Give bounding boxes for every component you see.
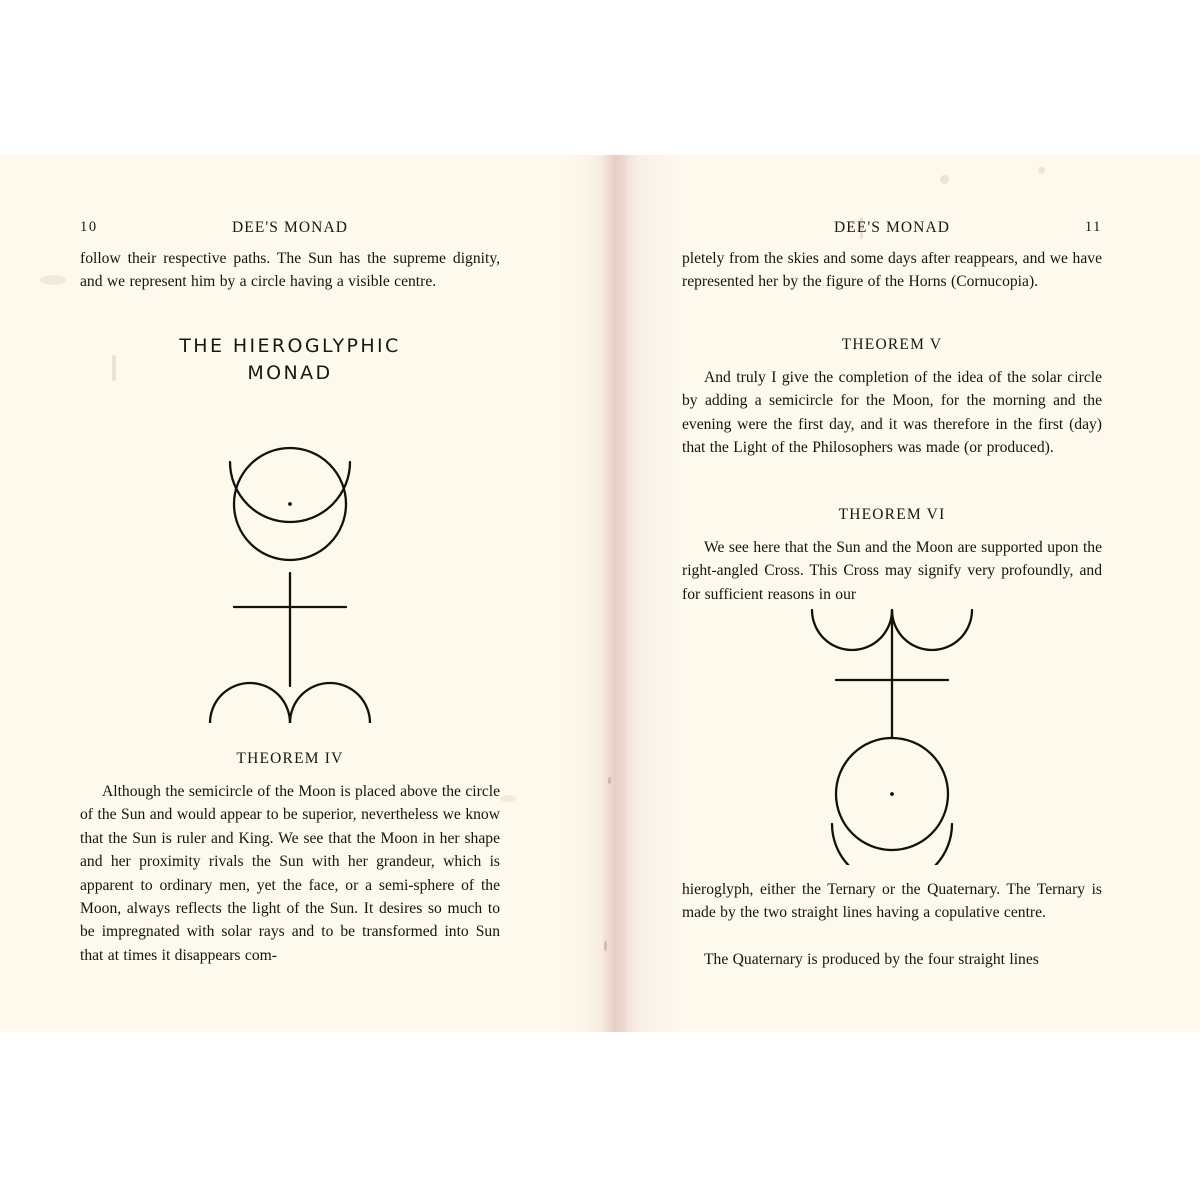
running-head-right <box>682 219 1102 239</box>
gutter-speck <box>604 941 607 951</box>
theorem-iv-text: Although the semicircle of the Moon is placed above the circle of the Sun and would appear to be superior, nevertheless we know that the Sun is ruler and King. We see that the Moon in her shape and her proximity rivals the Sun with her grandeur, which is apparent to ordinary men, yet the face, or a semi-sphere of the Moon, always reflects the light of the Sun. It desires so much to be impregnated with solar rays and to be transformed into Sun that at times it disappears com- <box>80 783 500 964</box>
inverted-horn-right <box>892 610 972 650</box>
closing-paragraph-1: hieroglyph, either the Ternary or the Quaternary. The Ternary is made by the two straight lines having a copulative centre. <box>682 881 1102 922</box>
book-spread <box>0 155 1200 1032</box>
folio-number: 10 <box>80 219 98 235</box>
horn-left <box>210 683 290 723</box>
theorem-v-text: And truly I give the completion of the idea of the solar circle by adding a semicircle for the Moon, for the morning and the evening were the first day, and it was therefore in the first (day) that the Light of the Philosophers was made (or produced). <box>682 369 1102 457</box>
running-head-left <box>80 219 500 239</box>
display-title-line-2: MONAD <box>247 362 333 384</box>
page-right <box>640 155 1200 1032</box>
page-blemish <box>40 275 66 285</box>
theorem-vi-text: We see here that the Sun and the Moon are supported upon the right-angled Cross. This Cross may signify very profoundly, and for sufficient reasons in our <box>682 539 1102 603</box>
theorem-v-heading: THEOREM V <box>841 336 943 353</box>
gutter-speck <box>608 777 611 784</box>
display-title-line-1: THE HIEROGLYPHIC <box>179 335 401 357</box>
running-title: DEE'S MONAD <box>231 219 349 236</box>
horn-right <box>290 683 370 723</box>
theorem-iv-heading: THEOREM IV <box>236 750 344 767</box>
sun-centre-point <box>288 502 292 506</box>
page-blemish <box>940 175 949 184</box>
page-left <box>0 155 560 1032</box>
inverted-monad-figure <box>712 605 1072 865</box>
hieroglyphic-monad-title <box>80 333 500 387</box>
inverted-monad-diagram-svg <box>712 605 1072 865</box>
running-title: DEE'S MONAD <box>833 219 951 236</box>
moon-arc <box>230 462 350 522</box>
right-opening-paragraph: pletely from the skies and some days after reappears, and we have represented her by the figure of the Horns (Cornucopia). <box>682 250 1102 291</box>
inverted-horn-left <box>812 610 892 650</box>
page-blemish <box>1038 167 1045 174</box>
page-blemish <box>500 795 516 802</box>
sun-centre-point <box>890 792 894 796</box>
monad-diagram-svg <box>100 403 480 723</box>
theorem-vi-heading: THEOREM VI <box>838 506 946 523</box>
folio-number: 11 <box>1084 219 1102 235</box>
left-opening-paragraph: follow their respective paths. The Sun has the supreme dignity, and we represent him by a circle having a visible centre. <box>80 250 500 291</box>
book-gutter-crease <box>601 155 627 1032</box>
closing-paragraph-2: The Quaternary is produced by the four straight lines <box>704 951 1039 968</box>
hieroglyphic-monad-figure <box>100 403 480 723</box>
